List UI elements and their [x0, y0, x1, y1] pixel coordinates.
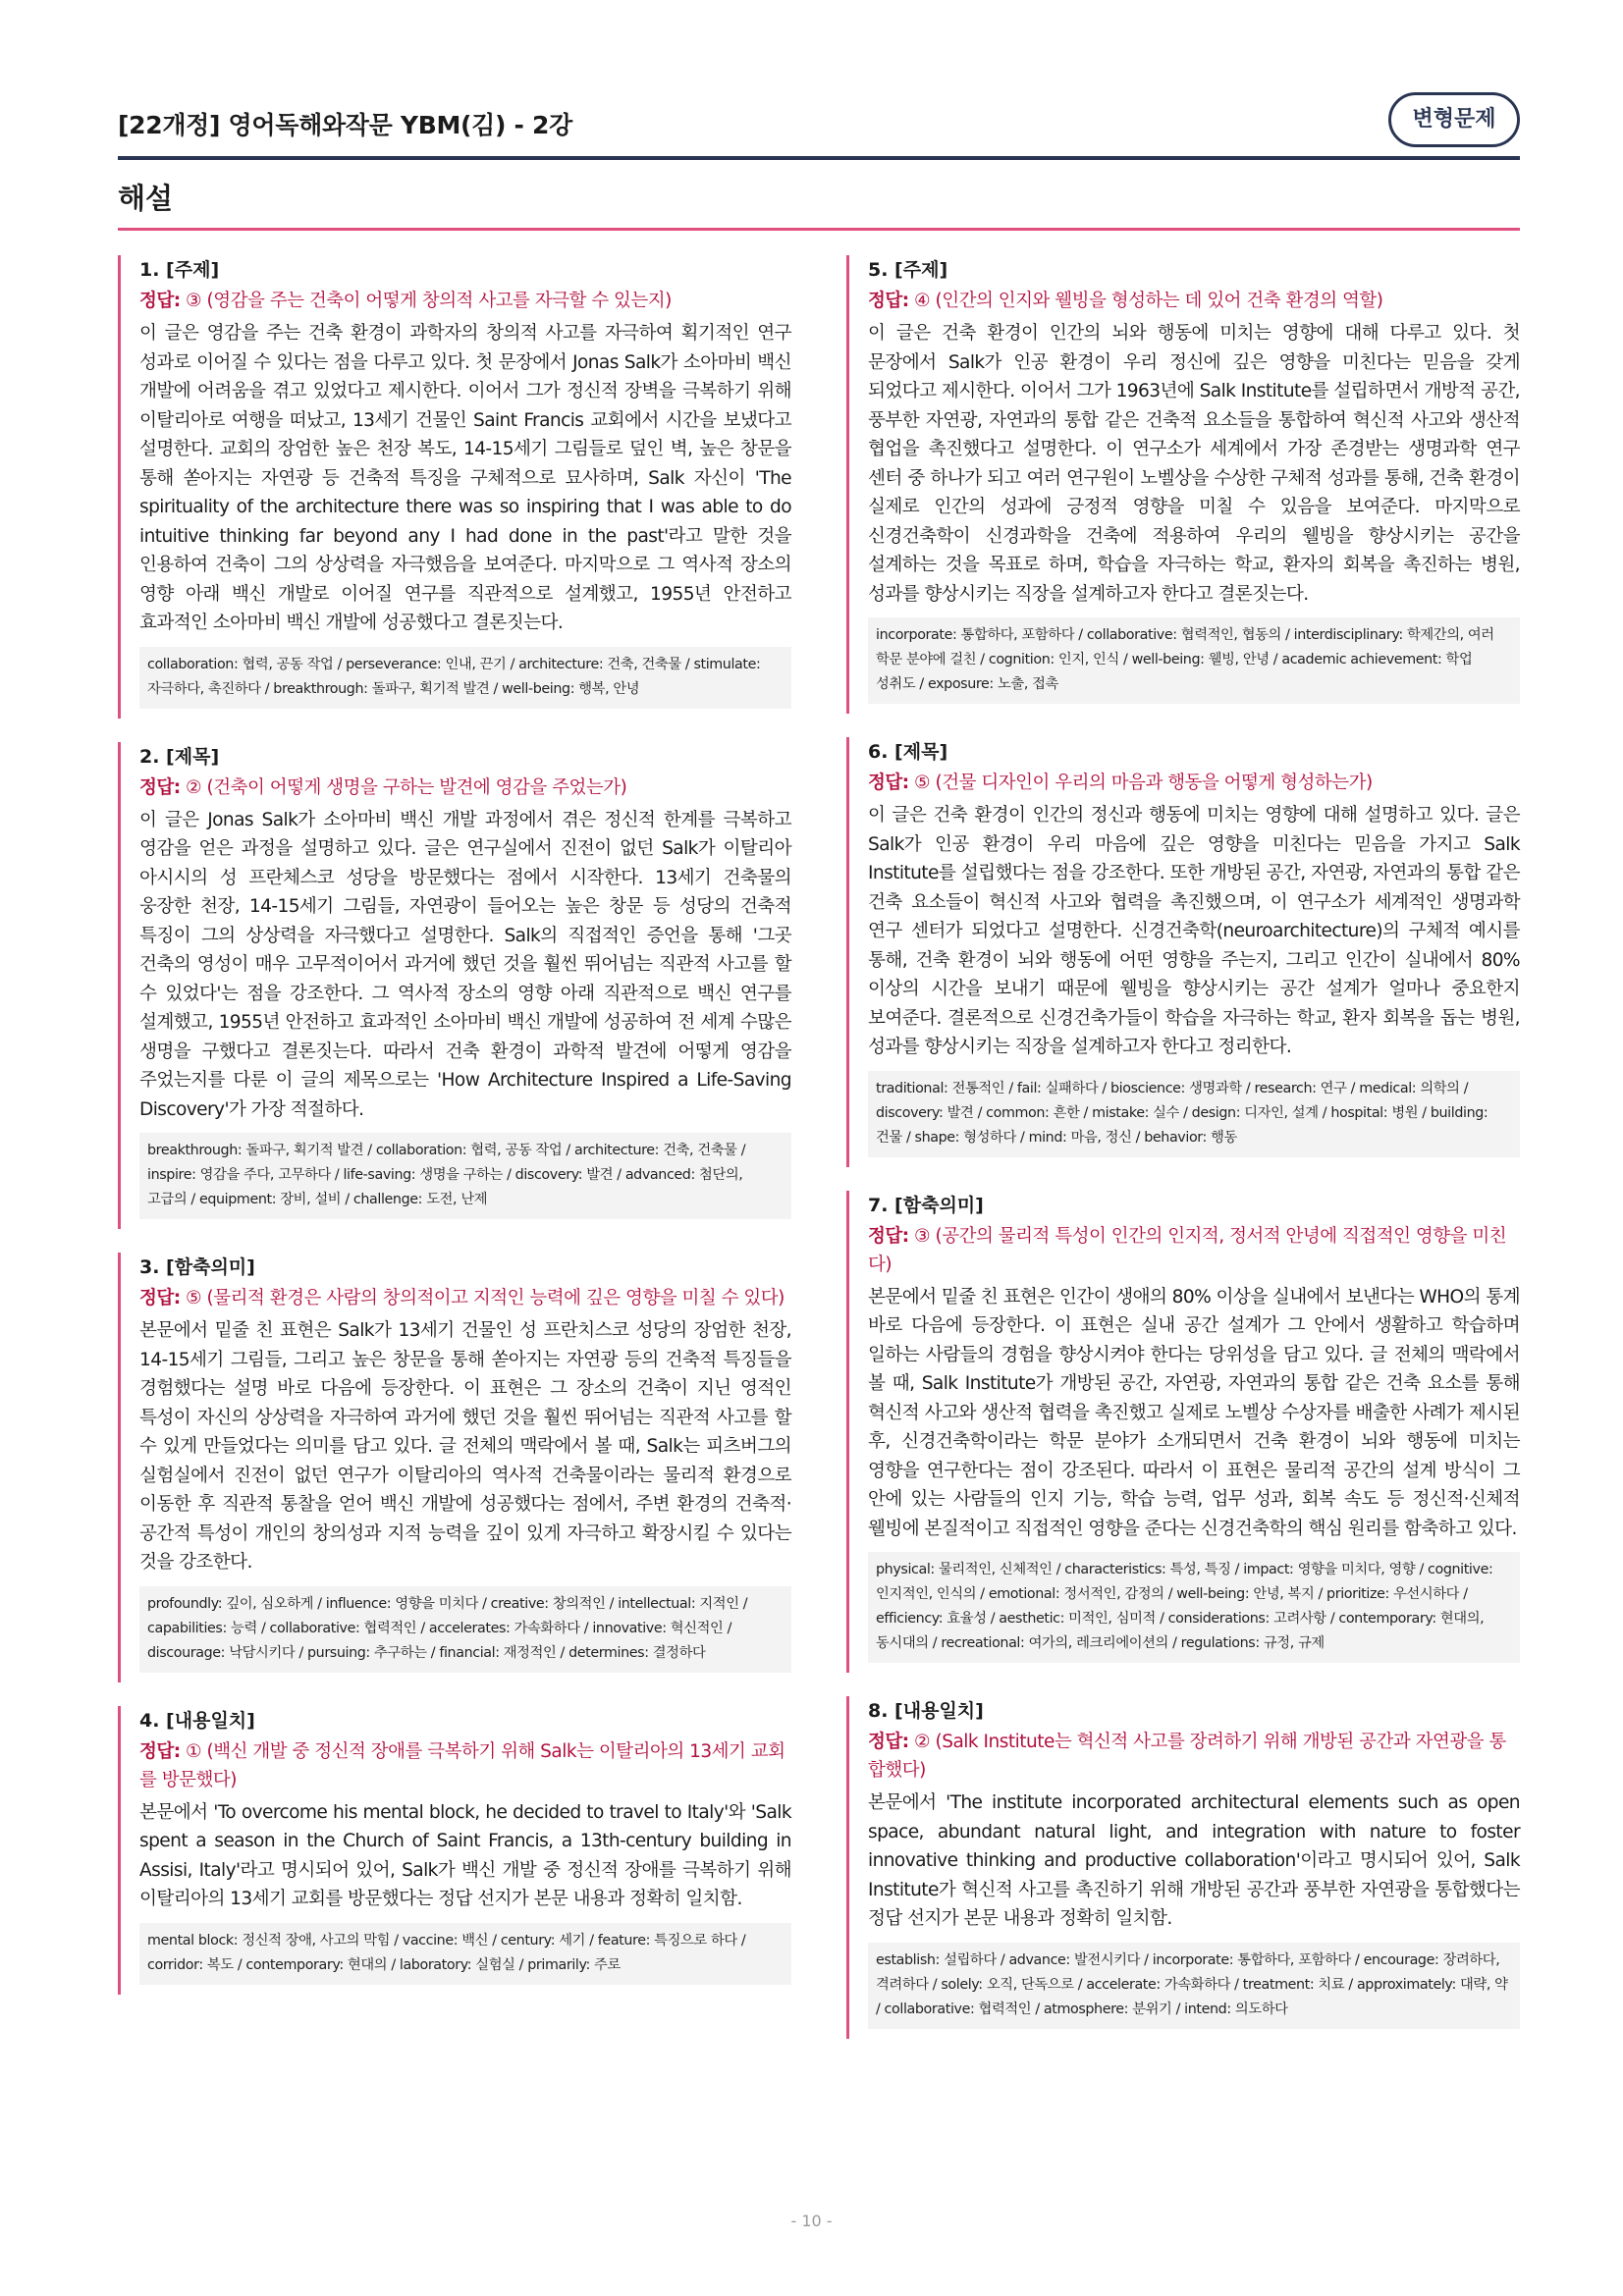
question-heading: 5. [주제] [868, 259, 948, 281]
question-heading: 7. [함축의미] [868, 1194, 984, 1216]
answer-text: ① (백신 개발 중 정신적 장애를 극복하기 위해 Salk는 이탈리아의 13세기 교회를 방문했다) [139, 1740, 785, 1790]
right-column [846, 253, 1520, 2039]
explanation-text: 본문에서 'To overcome his mental block, he decided to travel to Italy'와 'Salk spent a season in the Church of Saint Francis, a 13th-century building in Assisi, Italy'라고 명시되어 있어, Salk가 백신 개발 중 정신적 장애를 극복하기 위해 이탈리아의 13세기 교회를 방문했다는 정답 선지가 본문 내용과 정확히 일치함. [139, 1801, 791, 1909]
question-card [846, 1191, 1520, 1674]
vocabulary-box: mental block: 정신적 장애, 사고의 막힘 / vaccine: 백신 / century: 세기 / feature: 특징으로 하다 / corridor: 복도 / contemporary: 현대의 / laboratory: 실험실 / primarily: 주로 [139, 1923, 791, 1985]
answer-text: ② (Salk Institute는 혁신적 사고를 장려하기 위해 개방된 공간과 자연광을 통합했다) [868, 1732, 1506, 1781]
left-column [118, 253, 791, 1995]
answer-line [139, 1737, 791, 1794]
question-card [118, 1706, 791, 1995]
question-card [846, 255, 1520, 714]
answer-text: ⑤ (물리적 환경은 사람의 창의적이고 지적인 능력에 깊은 영향을 미칠 수 있다) [186, 1288, 784, 1308]
explanation-text: 본문에서 밑줄 친 표현은 인간이 생애의 80% 이상을 실내에서 보낸다는 WHO의 통계 바로 다음에 등장한다. 이 표현은 실내 공간 설계가 그 안에서 생활하고 학습하며 일하는 사람들의 경험을 향상시켜야 한다는 당위성을 담고 있다. 글 전체의 맥락에서 볼 때, Salk Institute가 개방된 공간, 자연광, 자연과의 통합 같은 건축 요소를 통해 혁신적 사고와 생산적 협력을 촉진했고 실제로 노벨상 수상자를 배출한 사례가 제시된 후, 신경건축학이라는 학문 분야가 소개되면서 건축 환경이 뇌와 행동에 미치는 영향을 연구한다는 점이 강조된다. 따라서 이 표현은 물리적 공간의 설계 방식이 그 안에 있는 사람들의 인지 기능, 학습 능력, 업무 성과, 회복 속도 등 정신적·신체적 웰빙에 본질적이고 직접적인 영향을 준다는 신경건축학의 핵심 원리를 함축하고 있다. [868, 1286, 1520, 1539]
vocabulary-box: profoundly: 깊이, 심오하게 / influence: 영향을 미치다 / creative: 창의적인 / intellectual: 지적인 / capabilities: 능력 / collaborative: 협력적인 / accelerates: 가속화하다 / innovative: 혁신적인 / discourage: 낙담시키다 / pursuing: 추구하는 / financial: 재정적인 / determines: 결정하다 [139, 1586, 791, 1673]
question-card [846, 737, 1520, 1167]
explanation-text: 본문에서 'The institute incorporated architectural elements such as open space, abundant natural light, and integration with nature to foster innovative thinking and productive collaboration'이라고 명시되어 있어, Salk Institute가 혁신적 사고를 촉진하기 위해 개방된 공간과 풍부한 자연광을 통합했다는 정답 선지가 본문 내용과 정확히 일치함. [868, 1792, 1520, 1929]
question-card [118, 742, 791, 1230]
vocabulary-box: establish: 설립하다 / advance: 발전시키다 / incorporate: 통합하다, 포함하다 / encourage: 장려하다, 격려하다 / solely: 오직, 단독으로 / accelerate: 가속화하다 / treatment: 치료 / approximately: 대략, 약 / collaborative: 협력적인 / atmosphere: 분위기 / intend: 의도하다 [868, 1943, 1520, 2029]
question-heading: 6. [제목] [868, 741, 948, 763]
answer-label: 정답: [868, 773, 909, 793]
answer-line [139, 287, 791, 315]
vocabulary-box: traditional: 전통적인 / fail: 실패하다 / bioscience: 생명과학 / research: 연구 / medical: 의학의 / discovery: 발견 / common: 흔한 / mistake: 실수 / design: 디자인, 설계 / hospital: 병원 / building: 건물 / shape: 형성하다 / mind: 마음, 정신 / behavior: 행동 [868, 1071, 1520, 1157]
question-card [118, 1253, 791, 1682]
answer-label: 정답: [139, 1740, 181, 1762]
explanation-text: 이 글은 건축 환경이 인간의 정신과 행동에 미치는 영향에 대해 설명하고 있다. 글은 Salk가 인공 환경이 우리 마음에 깊은 영향을 미친다는 믿음을 가지고 Salk Institute를 설립했다는 점을 강조한다. 또한 개방된 공간, 자연광, 자연과의 통합 같은 건축 요소들이 혁신적 사고와 협력을 촉진했으며, 이 연구소가 세계적인 생명과학 연구 센터가 되었다고 설명한다. 신경건축학(neuroarchitecture)의 구체적 예시를 통해, 건축 환경이 뇌와 행동에 어떤 영향을 주는지, 그리고 인간이 실내에서 80% 이상의 시간을 보내기 때문에 웰빙을 향상시키는 공간 설계가 얼마나 중요한지 보여준다. 결론적으로 신경건축가들이 학습을 자극하는 학교, 환자 회복을 돕는 병원, 성과를 향상시키는 직장을 설계하고자 한다고 정리한다. [868, 805, 1520, 1057]
explanation-text: 이 글은 Jonas Salk가 소아마비 백신 개발 과정에서 겪은 정신적 한계를 극복하고 영감을 얻은 과정을 설명하고 있다. 글은 연구실에서 진전이 없던 Salk가 이탈리아 아시시의 성 프란체스코 성당을 방문했다는 점에서 시작한다. 13세기 건축물의 웅장한 천장, 14-15세기 그림들, 자연광이 들어오는 높은 창문 등 성당의 건축적 특징이 그의 상상력을 자극했다고 설명한다. Salk의 직접적인 증언을 통해 '그곳 건축의 영성이 매우 고무적이어서 과거에 했던 것을 훨씬 뛰어넘는 직관적 사고를 할 수 있었다'는 점을 강조한다. 그 역사적 장소의 영향 아래 직관적으로 백신 연구를 설계했고, 1955년 안전하고 효과적인 소아마비 백신 개발에 성공하여 전 세계 수많은 생명을 구했다고 결론짓는다. 따라서 건축 환경이 과학적 발견에 어떻게 영감을 주었는지를 다룬 이 글의 제목으로는 'How Architecture Inspired a Life-Saving Discovery'가 가장 적절하다. [139, 809, 791, 1120]
question-card [118, 255, 791, 719]
variant-badge: 변형문제 [1388, 92, 1520, 147]
answer-label: 정답: [139, 776, 181, 798]
answer-line [868, 1222, 1520, 1279]
answer-text: ② (건축이 어떻게 생명을 구하는 발견에 영감을 주었는가) [186, 776, 627, 798]
answer-text: ⑤ (건물 디자인이 우리의 마음과 행동을 어떻게 형성하는가) [914, 773, 1373, 793]
answer-line [868, 769, 1520, 797]
answer-text: ④ (인간의 인지와 웰빙을 형성하는 데 있어 건축 환경의 역할) [914, 291, 1383, 311]
answer-line [139, 774, 791, 802]
question-heading: 2. [제목] [139, 745, 220, 768]
vocabulary-box: breakthrough: 돌파구, 획기적 발견 / collaboration: 협력, 공동 작업 / architecture: 건축, 건축물 / inspire: 영감을 주다, 고무하다 / life-saving: 생명을 구하는 / discovery: 발견 / advanced: 첨단의, 고급의 / equipment: 장비, 설비 / challenge: 도전, 난제 [139, 1133, 791, 1219]
answer-label: 정답: [139, 1288, 181, 1308]
explanation-text: 이 글은 건축 환경이 인간의 뇌와 행동에 미치는 영향에 대해 다루고 있다. 첫 문장에서 Salk가 인공 환경이 우리 정신에 깊은 영향을 미친다는 믿음을 갖게 되었다고 제시한다. 이어서 그가 1963년에 Salk Institute를 설립하면서 개방적 공간, 풍부한 자연광, 자연과의 통합 같은 건축적 요소들을 통합하여 혁신적 사고와 생산적 협업을 촉진했다고 설명한다. 이 연구소가 세계에서 가장 존경받는 생명과학 연구 센터 중 하나가 되고 여러 연구원이 노벨상을 수상한 구체적 성과를 통해, 건축 환경이 실제로 인간의 성과에 긍정적 영향을 미칠 수 있음을 보여준다. 마지막으로 신경건축학이 신경과학을 건축에 적용하여 우리의 웰빙을 향상시키는 공간을 설계하는 것을 목표로 하며, 학습을 자극하는 학교, 환자의 회복을 촉진하는 병원, 성과를 향상시키는 직장을 설계하고자 한다고 결론짓는다. [868, 323, 1520, 605]
answer-line [868, 1728, 1520, 1785]
answer-line [868, 287, 1520, 315]
question-heading: 4. [내용일치] [139, 1709, 255, 1732]
answer-label: 정답: [868, 1732, 909, 1752]
answer-label: 정답: [868, 1225, 909, 1247]
question-heading: 3. [함축의미] [139, 1256, 255, 1278]
answer-text: ③ (영감을 주는 건축이 어떻게 창의적 사고를 자극할 수 있는지) [186, 291, 672, 311]
question-heading: 1. [주제] [139, 259, 220, 281]
document-title: [22개정] 영어독해와작문 YBM(김) - 2강 [118, 111, 572, 139]
vocabulary-box: collaboration: 협력, 공동 작업 / perseverance: 인내, 끈기 / architecture: 건축, 건축물 / stimulate: 자극하다, 촉진하다 / breakthrough: 돌파구, 획기적 발견 / well-being: 행복, 안녕 [139, 647, 791, 709]
page-header [118, 90, 1520, 159]
page-number: - 10 - [790, 2212, 833, 2230]
vocabulary-box: incorporate: 통합하다, 포함하다 / collaborative: 협력적인, 협동의 / interdisciplinary: 학제간의, 여러 학문 분야에 걸친 / cognition: 인지, 인식 / well-being: 웰빙, 안녕 / academic achievement: 학업 성취도 / exposure: 노출, 접촉 [868, 617, 1520, 704]
question-card [846, 1696, 1520, 2039]
question-heading: 8. [내용일치] [868, 1700, 984, 1722]
answer-label: 정답: [139, 291, 181, 311]
answer-text: ③ (공간의 물리적 특성이 인간의 인지적, 정서적 안녕에 직접적인 영향을 미친다) [868, 1225, 1507, 1275]
answer-line [139, 1284, 791, 1312]
section-divider [118, 228, 1520, 231]
answer-label: 정답: [868, 291, 909, 311]
explanation-text: 이 글은 영감을 주는 건축 환경이 과학자의 창의적 사고를 자극하여 획기적인 연구 성과로 이어질 수 있다는 점을 다루고 있다. 첫 문장에서 Jonas Salk가 소아마비 백신 개발에 어려움을 겪고 있었다고 제시한다. 이어서 그가 정신적 장벽을 극복하기 위해 이탈리아로 여행을 떠났고, 13세기 건물인 Saint Francis 교회에서 시간을 보냈다고 설명한다. 교회의 장엄한 높은 천장 복도, 14-15세기 그림들로 덮인 벽, 높은 창문을 통해 쏟아지는 자연광 등 건축적 특징을 구체적으로 묘사하며, Salk 자신이 'The spirituality of the architecture there was so inspiring that I was able to do intuitive thinking far beyond any I had done in the past'라고 말한 것을 인용하여 건축이 그의 상상력을 자극했음을 보여준다. 마지막으로 그 역사적 장소의 영향 아래 백신 개발로 이어질 연구를 직관적으로 설계했고, 1955년 안전하고 효과적인 소아마비 백신 개발에 성공했다고 결론짓는다. [139, 323, 791, 633]
header-divider [118, 156, 1520, 160]
section-title: 해설 [118, 182, 174, 215]
vocabulary-box: physical: 물리적인, 신체적인 / characteristics: 특성, 특징 / impact: 영향을 미치다, 영향 / cognitive: 인지적인, 인식의 / emotional: 정서적인, 감정의 / well-being: 안녕, 복지 / prioritize: 우선시하다 / efficiency: 효율성 / aesthetic: 미적인, 심미적 / considerations: 고려사항 / contemporary: 현대의, 동시대의 / recreational: 여가의, 레크리에이션의 / regulations: 규정, 규제 [868, 1552, 1520, 1663]
explanation-text: 본문에서 밑줄 친 표현은 Salk가 13세기 건물인 성 프란치스코 성당의 장엄한 천장, 14-15세기 그림들, 그리고 높은 창문을 통해 쏟아지는 자연광 등의 건축적 특징들을 경험했다는 설명 바로 다음에 등장한다. 이 표현은 그 장소의 건축이 지닌 영적인 특성이 자신의 상상력을 자극하여 과거에 했던 것을 훨씬 뛰어넘는 직관적 사고를 할 수 있게 만들었다는 의미를 담고 있다. 글 전체의 맥락에서 볼 때, Salk는 피츠버그의 실험실에서 진전이 없던 연구가 이탈리아의 역사적 건축물이라는 물리적 환경으로 이동한 후 직관적 통찰을 얻어 백신 개발에 성공했다는 점에서, 주변 환경의 건축적·공간적 특성이 개인의 창의성과 지적 능력을 깊이 있게 자극하고 확장시킬 수 있다는 것을 강조한다. [139, 1320, 791, 1573]
